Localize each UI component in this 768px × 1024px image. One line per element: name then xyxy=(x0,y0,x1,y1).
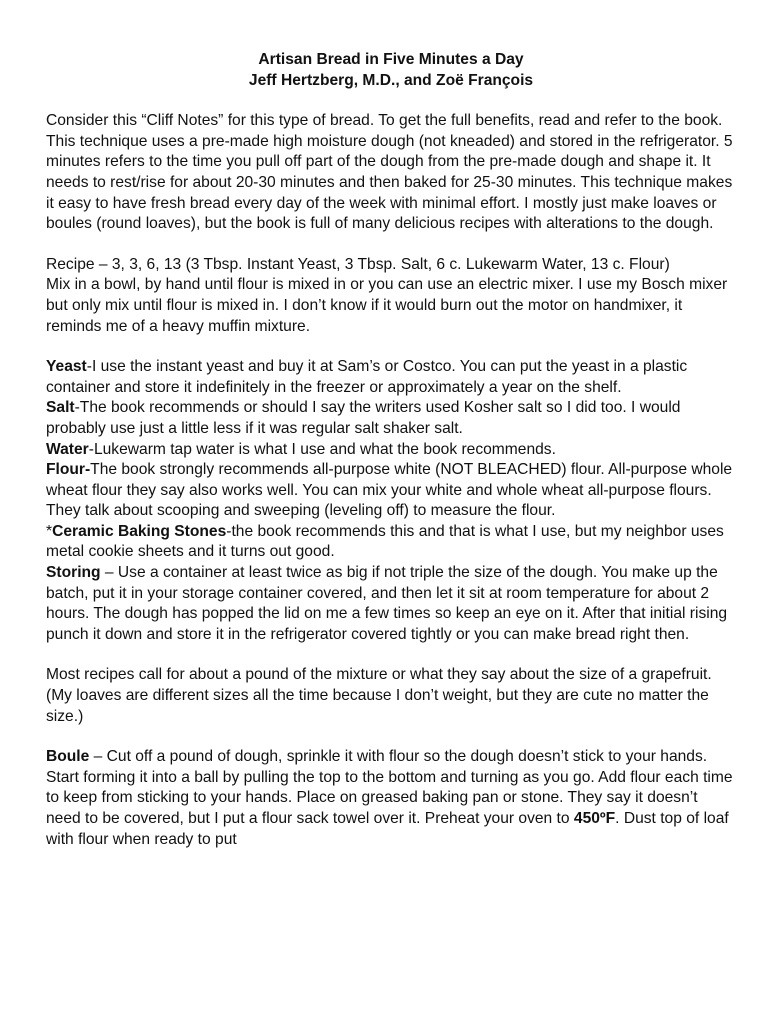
stones-prefix: * xyxy=(46,522,53,540)
water-term: Water xyxy=(46,440,89,458)
boule-paragraph xyxy=(46,747,736,850)
stones-term: Ceramic Baking Stones xyxy=(52,522,227,540)
storing-paragraph xyxy=(46,563,736,645)
salt-paragraph xyxy=(46,398,736,439)
boule-temperature: 450ºF xyxy=(573,810,616,827)
flour-term: Flour- xyxy=(46,461,91,479)
boule-term: Boule xyxy=(46,748,90,766)
flour-text: The book strongly recommends all-purpose white (NOT BLEACHED) flour. All-purpose whole wheat flour they say also works well. You can mix your white and whole wheat all-purpose flours. They talk about scooping and sweeping (leveling off) to measure the flour. xyxy=(46,461,733,520)
yeast-text: -I use the instant yeast and buy it at Sam’s or Costco. You can put the yeast in a plastic container and store it indefinitely in the freezer or approximately a year on the shelf. xyxy=(46,358,688,396)
title-line-2-authors: Jeff Hertzberg, M.D., and Zoë François xyxy=(248,71,534,89)
document-page xyxy=(46,50,736,850)
title-line-1: Artisan Bread in Five Minutes a Day xyxy=(258,51,524,68)
pound-paragraph: Most recipes call for about a pound of the mixture or what they say about the size of a grapefruit. (My loaves are different sizes all the time because I don’t weight, but they are cute no matter the size.) xyxy=(46,666,712,725)
water-text: -Lukewarm tap water is what I use and what the book recommends. xyxy=(88,440,556,458)
boule-tail: . Dust top of loaf with flour when ready to put xyxy=(46,810,729,848)
storing-text: – Use a container at least twice as big if not triple the size of the dough. You make up the batch, put it in your storage container covered, and then let it sit at room temperature for about 2 hours. The dough has popped the lid on me a few times so keep an eye on it. After that initial rising punch it down and store it in the refrigerator covered tightly or you can make bread right then. xyxy=(46,564,728,643)
stones-paragraph xyxy=(46,522,736,563)
yeast-term: Yeast xyxy=(46,358,87,376)
intro-paragraph: Consider this “Cliff Notes” for this type of bread. To get the full benefits, read and refer to the book. This technique uses a pre-made high moisture dough (not kneaded) and stored in the refrigerator. 5 minutes refers to the time you pull off part of the dough from the pre-made dough and shape it. It needs to rest/rise for about 20-30 minutes and then baked for 25-30 minutes. This technique makes it easy to have fresh bread every day of the week with minimal effort. I mostly just make loaves or boules (round loaves), but the book is full of many delicious recipes with alterations to the dough. xyxy=(46,112,733,233)
salt-text: -The book recommends or should I say the writers used Kosher salt so I did too. I would probably use just a little less if it was regular salt shaker salt. xyxy=(46,399,681,437)
yeast-paragraph xyxy=(46,357,736,398)
water-paragraph xyxy=(46,440,736,461)
document-title xyxy=(46,50,736,91)
flour-paragraph xyxy=(46,460,736,522)
mix-paragraph: Mix in a bowl, by hand until flour is mixed in or you can use an electric mixer. I use my Bosch mixer but only mix until flour is mixed in. I don’t know if it would burn out the motor on handmixer, it reminds me of a heavy muffin mixture. xyxy=(46,276,728,335)
recipe-line: Recipe – 3, 3, 6, 13 (3 Tbsp. Instant Yeast, 3 Tbsp. Salt, 6 c. Lukewarm Water, 13 c. Flour) xyxy=(46,255,670,273)
salt-term: Salt xyxy=(46,399,75,417)
storing-term: Storing xyxy=(46,564,101,582)
boule-text: – Cut off a pound of dough, sprinkle it with flour so the dough doesn’t stick to your hands. Start forming it into a ball by pulling the top to the bottom and turning as you go. Add flour each time to keep from sticking to your hands. Place on greased baking pan or stone. They say it doesn’t need to be covered, but I put a flour sack towel over it. Preheat your oven to xyxy=(46,748,733,827)
stones-text: -the book recommends this and that is what I use, but my neighbor uses metal cookie sheets and it turns out good. xyxy=(46,522,724,561)
